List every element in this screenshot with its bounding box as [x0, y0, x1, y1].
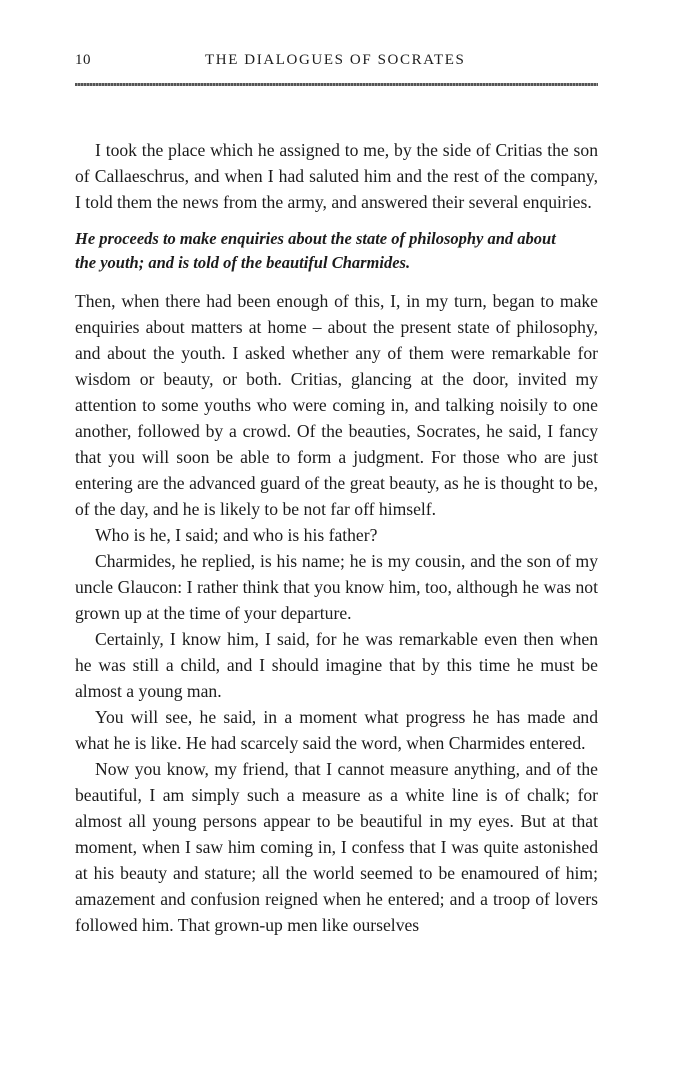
paragraph-4: Charmides, he replied, is his name; he is my cousin, and the son of my uncle Glaucon: I rather think that you know him, too, although he was not grown up at the time of your departure.	[75, 551, 598, 623]
sidenote-heading: He proceeds to make enquiries about the state of philosophy and about the youth; and is told of the beautiful Charmides.	[75, 229, 556, 272]
page-number: 10	[75, 52, 91, 68]
paragraph-3: Who is he, I said; and who is his father?	[95, 525, 378, 545]
paragraph-6: You will see, he said, in a moment what progress he has made and what he is like. He had scarcely said the word, when Charmides entered.	[75, 707, 598, 753]
header-rule	[75, 83, 598, 86]
page-header	[75, 52, 598, 76]
paragraph-2: Then, when there had been enough of this, I, in my turn, began to make enquiries about matters at home – about the present state of philosophy, and about the youth. I asked whether any of them were remarkable for wisdom or beauty, or both. Critias, glancing at the door, invited my attention to some youths who were coming in, and talking noisily to one another, followed by a crowd. Of the beauties, Socrates, he said, I fancy that you will soon be able to form a judgment. For those who are just entering are the advanced guard of the great beauty, as he is thought to be, of the day, and he is likely to be not far off himself.	[75, 291, 598, 519]
paragraph-1: I took the place which he assigned to me, by the side of Critias the son of Callaeschrus, and when I had saluted him and the rest of the company, I told them the news from the army, and answered their several enquiries.	[75, 140, 598, 212]
body-text	[75, 137, 598, 938]
running-head: THE DIALOGUES OF SOCRATES	[205, 52, 466, 68]
paragraph-5: Certainly, I know him, I said, for he was remarkable even then when he was still a child, and I should imagine that by this time he must be almost a young man.	[75, 629, 598, 701]
paragraph-7: Now you know, my friend, that I cannot measure anything, and of the beautiful, I am simply such a measure as a white line is of chalk; for almost all young persons appear to be beautiful in my eyes. But at that moment, when I saw him coming in, I confess that I was quite astonished at his beauty and stature; all the world seemed to be enamoured of him; amazement and confusion reigned when he entered; and a troop of lovers followed him. That grown-up men like ourselves	[75, 759, 598, 935]
